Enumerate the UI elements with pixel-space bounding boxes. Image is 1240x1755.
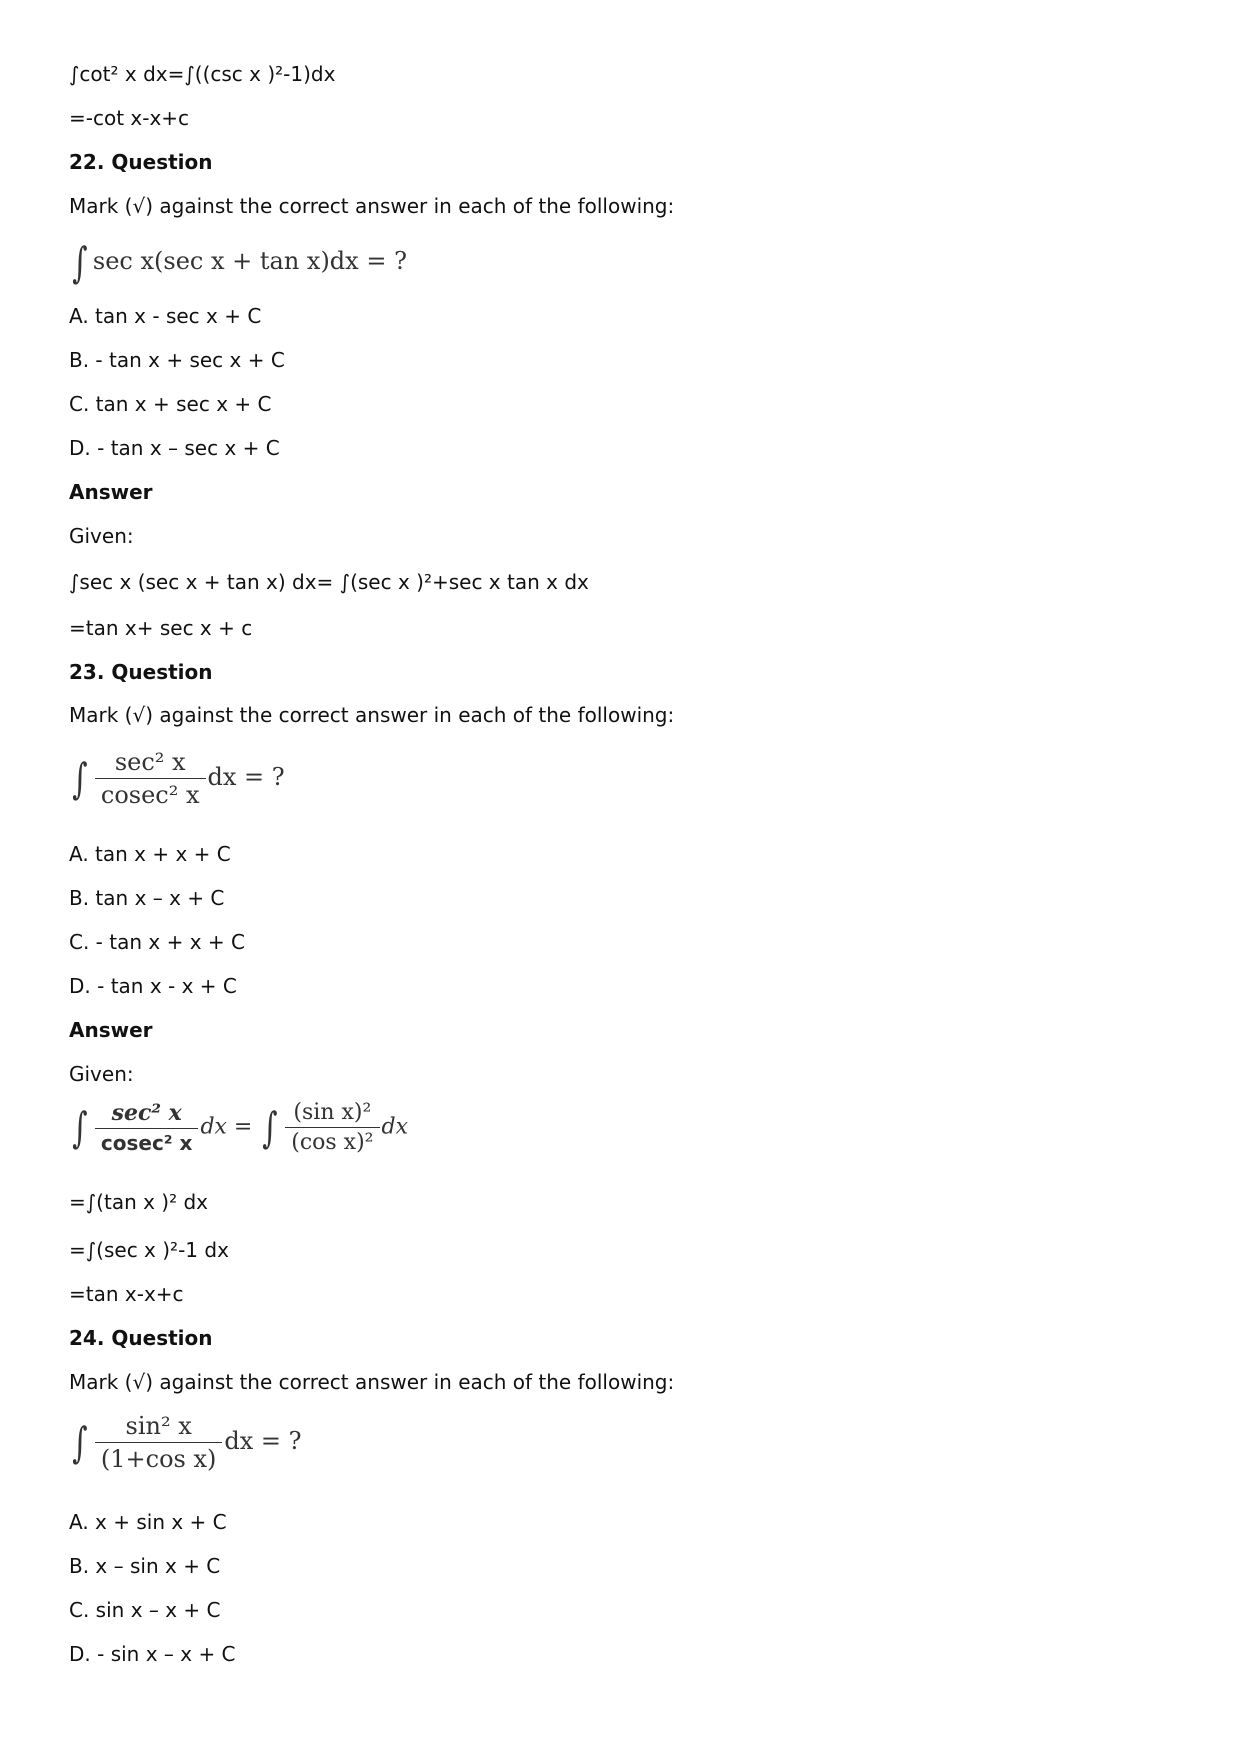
q23-given-fraction-1 (95, 1100, 199, 1155)
q23-given-num-1: sec² x (111, 1100, 182, 1126)
q23-option-d: D. - tan x - x + C (69, 974, 237, 998)
q24-option-a: A. x + sin x + C (69, 1510, 227, 1534)
q23-given-expression: ∫ $\frac{\text{sec² x}}{\text{cosec² x}}$ dx = ∫ $\frac{\text{(sin x)²}}{\text{(cos x)²}}$ dx (72, 1100, 408, 1155)
q23-denominator: cosec² x (95, 778, 206, 809)
dx-label: dx (200, 1114, 227, 1140)
integral-sign: ∫ (72, 1103, 88, 1152)
q22-expr-text: sec x(sec x + tan x)dx = ? (92, 247, 407, 275)
q24-fraction (95, 1412, 222, 1473)
q24-option-d: D. - sin x – x + C (69, 1642, 236, 1666)
integral-sign: ∫ (72, 1418, 88, 1467)
q22-solution-1: ∫sec x (sec x + tan x) dx= ∫(sec x )²+sec x tan x dx (69, 570, 589, 594)
q23-solution-3: =tan x-x+c (69, 1282, 184, 1306)
q23-given-fraction-2 (285, 1100, 379, 1155)
top-line-2: =-cot x-x+c (69, 106, 190, 130)
q23-option-c: C. - tan x + x + C (69, 930, 245, 954)
q23-given-den-2: (cos x)² (285, 1127, 379, 1155)
integral-sign: ∫ (262, 1103, 278, 1152)
q24-denominator: (1+cos x) (95, 1442, 222, 1473)
top-line-1: ∫cot² x dx=∫((csc x )²-1)dx (69, 62, 336, 86)
q22-solution-2: =tan x+ sec x + c (69, 616, 253, 640)
q23-answer-heading: Answer (69, 1018, 153, 1042)
q22-expression (69, 238, 407, 287)
q23-solution-2: =∫(sec x )²-1 dx (69, 1238, 229, 1262)
q22-option-d: D. - tan x – sec x + C (69, 436, 280, 460)
q23-given-den-1: cosec² x (95, 1128, 199, 1155)
q22-heading: 22. Question (69, 150, 213, 174)
q22-prompt: Mark (√) against the correct answer in each of the following: (69, 194, 675, 218)
q24-option-c: C. sin x – x + C (69, 1598, 221, 1622)
q22-option-b: B. - tan x + sec x + C (69, 348, 285, 372)
q23-tail: dx = ? (207, 763, 285, 791)
q22-option-c: C. tan x + sec x + C (69, 392, 272, 416)
q23-option-a: A. tan x + x + C (69, 842, 231, 866)
q23-given-num-2: (sin x)² (293, 1100, 372, 1125)
integral-sign: ∫ (72, 238, 88, 287)
q24-numerator: sin² x (125, 1412, 192, 1440)
q23-heading: 23. Question (69, 660, 213, 684)
q24-tail: dx = ? (224, 1427, 302, 1455)
q24-heading: 24. Question (69, 1326, 213, 1350)
q24-prompt: Mark (√) against the correct answer in each of the following: (69, 1370, 675, 1394)
integral-sign: ∫ (72, 754, 88, 803)
q22-option-a: A. tan x - sec x + C (69, 304, 262, 328)
q24-option-b: B. x – sin x + C (69, 1554, 221, 1578)
q23-given: Given: (69, 1062, 134, 1086)
q24-expression (69, 1412, 302, 1473)
q23-fraction (95, 748, 206, 809)
q22-given: Given: (69, 524, 134, 548)
q22-answer-heading: Answer (69, 480, 153, 504)
q23-expression (69, 748, 285, 809)
q23-prompt: Mark (√) against the correct answer in each of the following: (69, 703, 675, 727)
q23-solution-1: =∫(tan x )² dx (69, 1190, 209, 1214)
dx-label: dx (381, 1114, 408, 1140)
q23-numerator: sec² x (114, 748, 186, 776)
q23-option-b: B. tan x – x + C (69, 886, 225, 910)
